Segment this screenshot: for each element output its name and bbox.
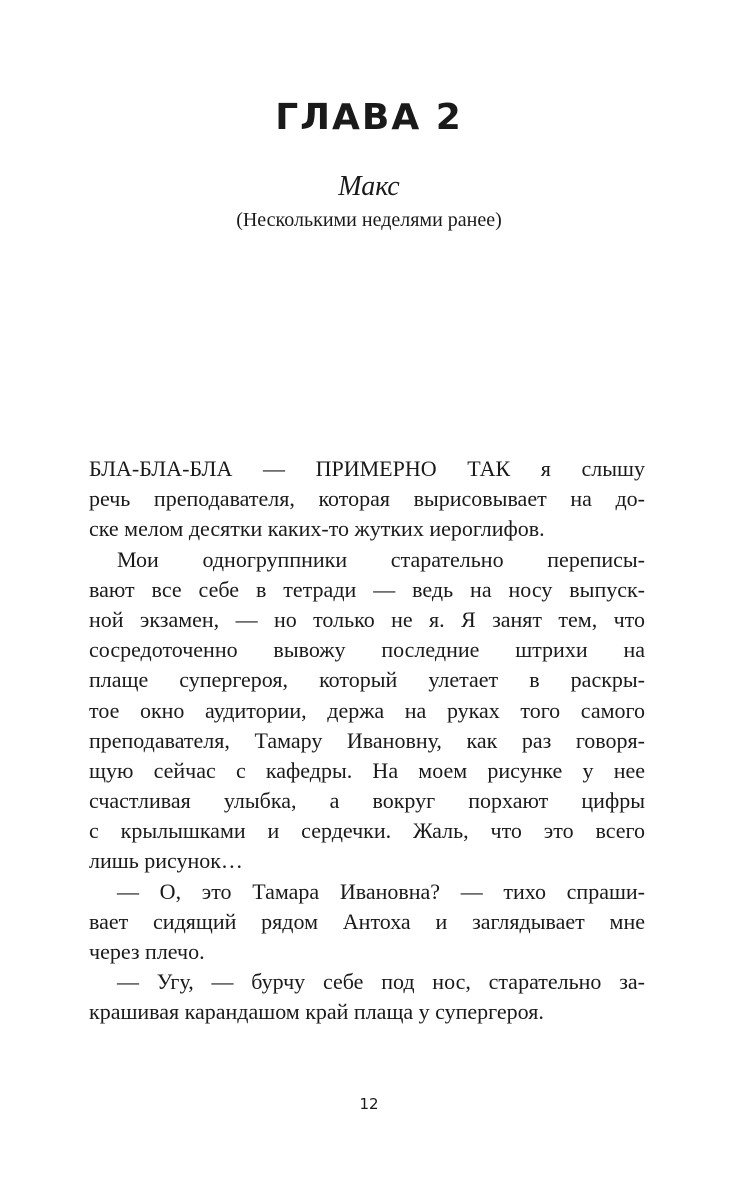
text-line: счастливая улыбка, а вокруг порхают цифры [89,788,645,814]
text-line: ске мелом десятки каких-то жутких иероглифов. [89,516,545,542]
chapter-time-note: (Несколькими неделями ранее) [236,209,502,231]
text-line: сосредоточенно вывожу последние штрихи на [89,637,645,663]
text-line: речь преподавателя, которая вырисовывает на до- [89,486,645,512]
page-number: 12 [359,1095,379,1113]
text-line: ной экзамен, — но только не я. Я занят тем, что [89,606,645,632]
text-line: через плечо. [89,939,205,964]
text-line: Мои одногруппники старательно переписы- [117,546,645,572]
text-line: — Угу, — бурчу себе под нос, старательно за- [117,969,645,995]
chapter-title: ГЛАВА 2 [275,97,463,138]
text-line: тое окно аудитории, держа на руках того самого [89,697,645,723]
text-line: щую сейчас с кафедры. На моем рисунке у нее [89,757,645,783]
text-line: вают все себе в тетради — ведь на носу выпуск- [89,576,645,602]
body-text [89,454,645,1028]
text-line: лишь рисунок… [89,848,243,874]
text-line: плаще супергероя, который улетает в раскры- [89,667,645,693]
chapter-character-name: Макс [338,171,400,202]
text-line: крашивая карандашом край плаща у супергероя. [89,999,544,1025]
text-line: преподавателя, Тамару Ивановну, как раз говоря- [89,727,645,753]
text-line: БЛА-БЛА-БЛА — ПРИМЕРНО ТАК я слышу [89,456,645,481]
text-line: вает сидящий рядом Антоха и заглядывает мне [89,908,645,934]
text-line: с крылышками и сердечки. Жаль, что это всего [89,818,645,844]
text-line: — О, это Тамара Ивановна? — тихо спраши- [117,878,645,904]
